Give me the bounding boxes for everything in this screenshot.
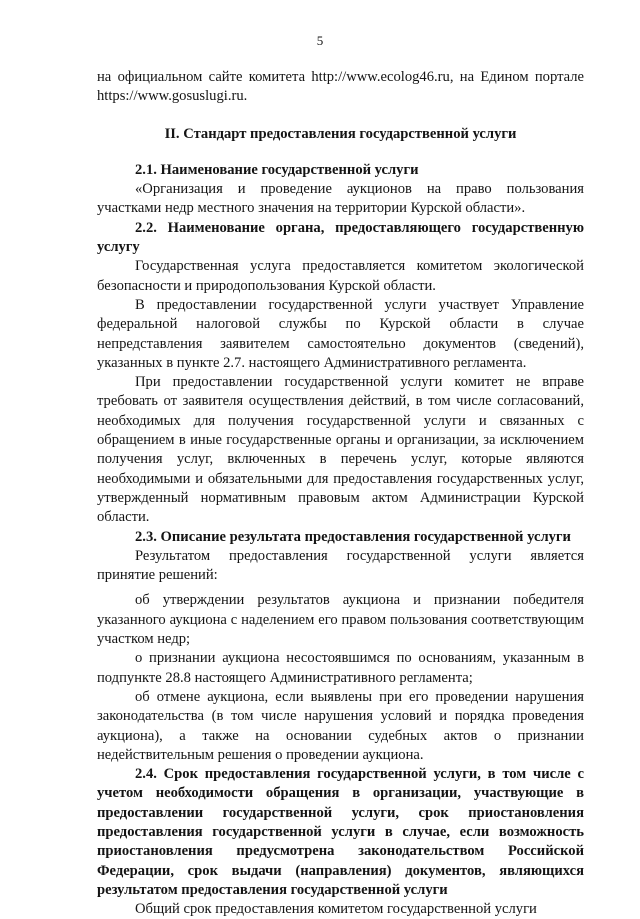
paragraph-2-3-c: о признании аукциона несостоявшимся по основаниям, указанным в подпункте 28.8 настоящего Административного регламента; (97, 650, 584, 686)
heading-2-2: 2.2. Наименование органа, предоставляющего государственную услугу (97, 219, 584, 256)
section-title: II. Стандарт предоставления государственной услуги (164, 125, 517, 142)
paragraph-2-2-a: Государственная услуга предоставляется комитетом экологической безопасности и природопользования Курской области. (97, 258, 584, 294)
paragraph-2-4: Общий срок предоставления комитетом государственной услуги (135, 901, 537, 918)
paragraph-2-2-c: При предоставлении государственной услуги комитет не вправе требовать от заявителя осуществления действий, в том числе согласований, необходимых для получения государственной услуги и связанных с обращением в иные государственные органы и организации, за исключением получения услуг, включенных в перечень услуг, которые являются необходимыми и обязательными для предоставления государственных услуг, утвержденный нормативным правовым актом Администрации Курской области. (97, 374, 584, 526)
paragraph-2-3-b: об утверждении результатов аукциона и признании победителя указанного аукциона с наделением его правом пользования соответствующим участком недр; (97, 592, 584, 648)
heading-2-3: 2.3. Описание результата предоставления государственной услуги (135, 528, 571, 545)
heading-2-4: 2.4. Срок предоставления государственной услуги, в том числе с учетом необходимости обращения в организации, участвующие в предоставлении государственной услуги, срок приостановления предоставления государственной услуги в случае, если возможность приостановления предусмотрена законодательством Российской Федерации, срок выдачи (направления) документов, являющихся результатом предоставления государственной услуги (97, 766, 584, 898)
heading-2-1: 2.1. Наименование государственной услуги (135, 161, 419, 178)
paragraph-2-3-d: об отмене аукциона, если выявлены при его проведении нарушения законодательства (в том числе нарушения условий и порядка проведения аукциона), а также на основании судебных актов о признании недействительным решения о проведении аукциона. (97, 688, 584, 763)
paragraph-2-3-a: Результатом предоставления государственной услуги является принятие решений: (97, 547, 584, 584)
paragraph-2-2-b: В предоставлении государственной услуги участвует Управление федеральной налоговой службы по Курской области в случае непредставления заявителем самостоятельно документов (сведений), указанных в пункте 2.7. настоящего Административного регламента. (97, 296, 584, 371)
page-number: 5 (316, 33, 324, 48)
paragraph-2-1: «Организация и проведение аукционов на право пользования участками недр местного значения на территории Курской области». (97, 181, 584, 217)
document-body (97, 68, 584, 919)
intro-paragraph: на официальном сайте комитета http://www.ecolog46.ru, на Едином портале https://www.gosuslugi.ru. (97, 69, 584, 105)
